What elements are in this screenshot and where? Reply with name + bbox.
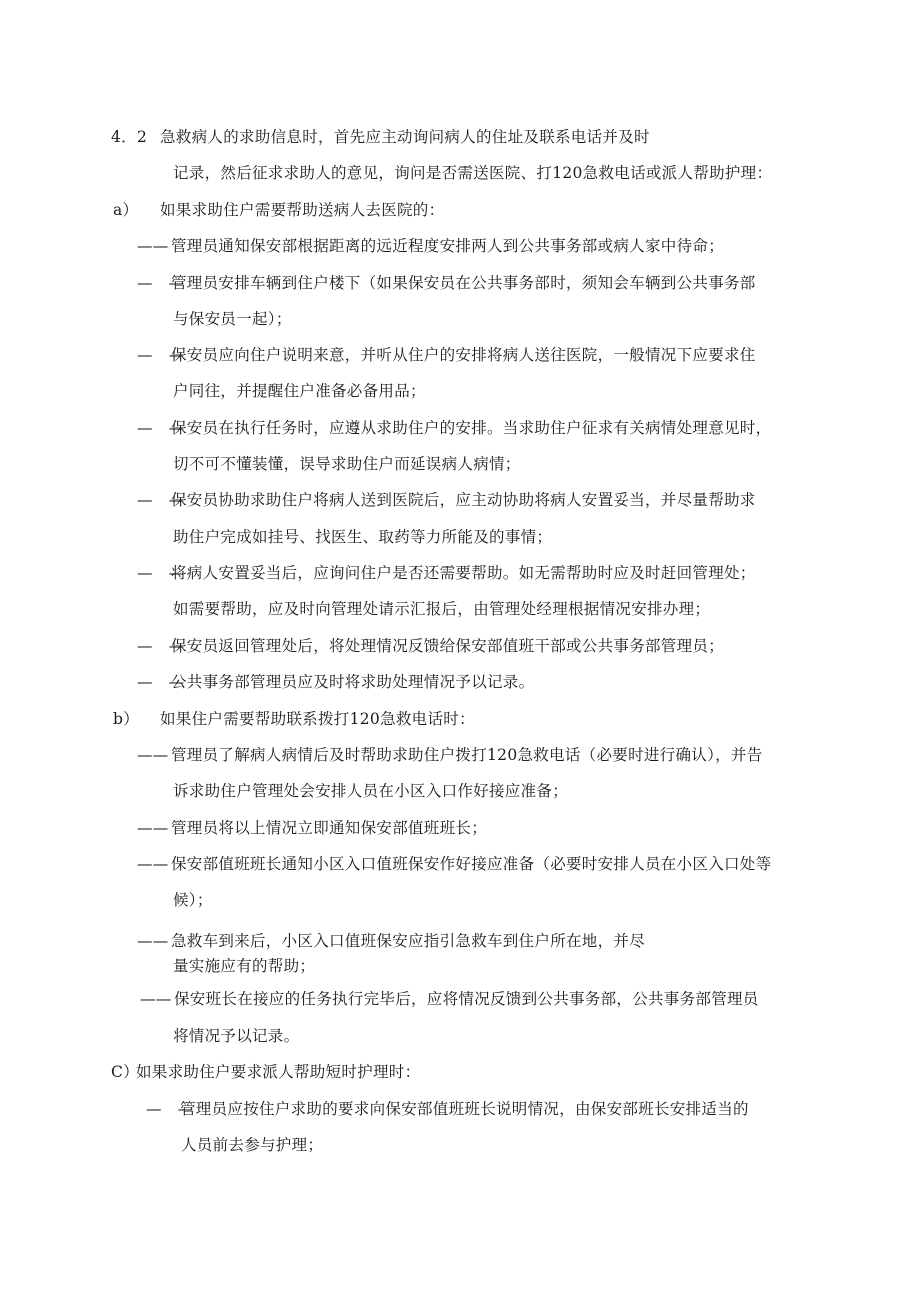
list-item-text-cont: 诉求助住户管理处会安排人员在小区入口作好接应准备； [173,782,569,800]
list-item-text: 保安员应向住户说明来意，并听从住户的安排将病人送往医院，一般情况下应要求住 [171,346,756,364]
list-item-text-cont: 助住户完成如挂号、找医生、取药等力所能及的事情； [173,528,553,546]
list-item-text-cont: 量实施应有的帮助； [173,957,316,975]
list-item-text: 保安员协助求助住户将病人送到医院后，应主动协助将病人安置妥当，并尽量帮助求 [171,491,756,509]
list-item-dash: —— [137,932,169,950]
list-item-text-cont: 切不可不懂装懂，误导求助住户而延误病人病情； [173,455,521,473]
list-item-dash: — — [137,673,185,691]
part-a-heading: 如果求助住户需要帮助送病人去医院的： [160,201,445,219]
list-item-dash: —— [140,990,172,1008]
list-item-text-cont: 候）； [173,891,213,909]
list-item-text: 管理员将以上情况立即通知保安部值班班长； [171,819,488,837]
section-text-line-2: 记录，然后征求求助人的意见，询问是否需送医院、打120急救电话或派人帮助护理： [173,164,773,182]
list-item-dash: — — [137,346,185,364]
part-b-heading: 如果住户需要帮助联系拨打120急救电话时： [160,710,475,728]
part-c-heading: 如果求助住户要求派人帮助短时护理时： [136,1063,421,1081]
list-item-dash: —— [137,237,169,255]
list-item-dash: —— [137,819,169,837]
part-c-marker: C） [111,1063,139,1081]
section-number: 4．2 [111,128,148,146]
list-item-dash: — — [137,274,185,292]
list-item-text-cont: 将情况予以记录。 [173,1027,300,1045]
list-item-text: 急救车到来后，小区入口值班保安应指引急救车到住户所在地，并尽 [171,932,646,950]
list-item-dash: — — [137,637,185,655]
list-item-text: 保安员返回管理处后，将处理情况反馈给保安部值班干部或公共事务部管理员； [171,637,725,655]
list-item-text: 保安员在执行任务时，应遵从求助住户的安排。当求助住户征求有关病情处理意见时， [171,419,772,437]
list-item-text: 保安班长在接应的任务执行完毕后，应将情况反馈到公共事务部，公共事务部管理员 [174,990,759,1008]
list-item-dash: —— [137,746,169,764]
part-a-marker: a） [113,201,139,219]
list-item-text: 保安部值班班长通知小区入口值班保安作好接应准备（必要时安排人员在小区入口处等 [171,855,772,873]
list-item-text: 将病人安置妥当后，应询问住户是否还需要帮助。如无需帮助时应及时赶回管理处； [171,564,756,582]
list-item-text: 管理员安排车辆到住户楼下（如果保安员在公共事务部时，须知会车辆到公共事务部 [171,274,756,292]
list-item-dash: — — [137,564,185,582]
list-item-text: 管理员了解病人病情后及时帮助求助住户拨打120急救电话（必要时进行确认），并告 [171,746,763,764]
list-item-dash: — — [137,491,185,509]
list-item-dash: — — [137,419,185,437]
list-item-text-cont: 户同往，并提醒住户准备必备用品； [173,382,426,400]
list-item-text: 管理员应按住户求助的要求向保安部值班班长说明情况，由保安部班长安排适当的 [180,1100,749,1118]
list-item-text-cont: 如需要帮助，应及时向管理处请示汇报后，由管理处经理根据情况安排办理； [173,600,711,618]
list-item-text: 公共事务部管理员应及时将求助处理情况予以记录。 [171,673,535,691]
list-item-dash: — — [146,1100,194,1118]
list-item-text-cont: 与保安员一起）； [173,310,292,328]
section-text-line-1: 急救病人的求助信息时，首先应主动询问病人的住址及联系电话并及时 [160,128,650,146]
list-item-dash: —— [137,855,169,873]
list-item-text: 管理员通知保安部根据距离的远近程度安排两人到公共事务部或病人家中待命； [171,237,725,255]
list-item-text-cont: 人员前去参与护理； [181,1136,324,1154]
part-b-marker: b） [113,710,140,728]
